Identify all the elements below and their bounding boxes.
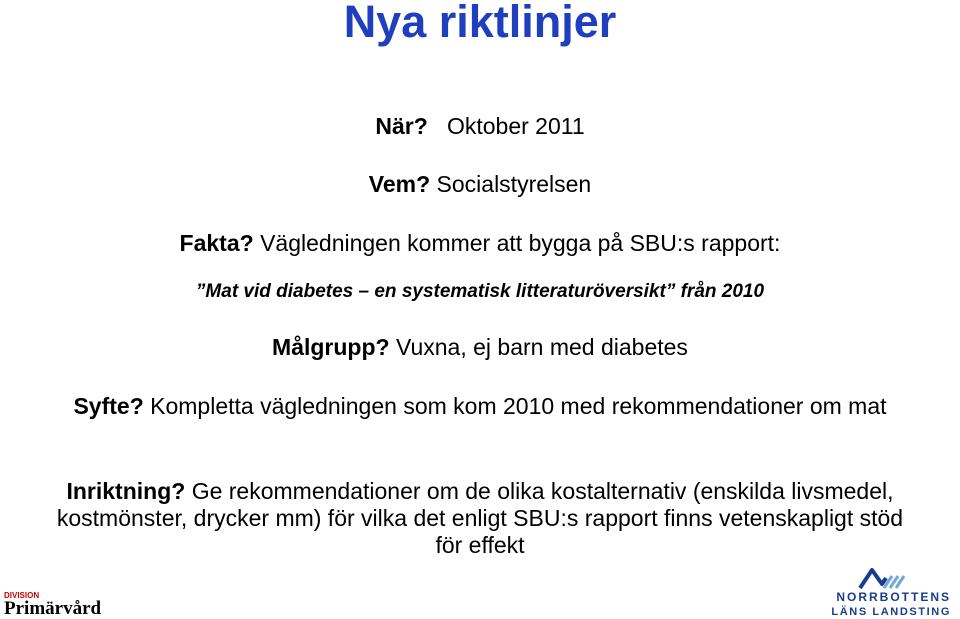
norrbotten-logo-icon — [858, 566, 914, 590]
who-value: Socialstyrelsen — [436, 171, 592, 197]
report-title: ”Mat vid diabetes – en systematisk litteraturöversikt” från 2010 — [195, 281, 765, 302]
focus-paragraph — [50, 478, 910, 559]
who-label: Vem? — [368, 171, 431, 197]
focus-label: Inriktning? — [66, 478, 186, 504]
logo-text-line1: NORRBOTTENS — [836, 590, 951, 604]
who-line — [0, 170, 960, 198]
facts-label: Fakta? — [179, 230, 254, 256]
purpose-value: Kompletta vägledningen som kom 2010 med rekommendationer om mat — [150, 393, 887, 419]
target-line — [0, 333, 960, 361]
when-line — [0, 112, 960, 140]
target-label: Målgrupp? — [272, 334, 390, 360]
purpose-label: Syfte? — [73, 393, 144, 419]
purpose-paragraph — [50, 393, 910, 420]
facts-value: Vägledningen kommer att bygga på SBU:s rapport: — [260, 230, 781, 256]
page-title: Nya riktlinjer — [343, 0, 617, 47]
facts-line — [0, 229, 960, 257]
when-value: Oktober 2011 — [446, 113, 585, 139]
target-value: Vuxna, ej barn med diabetes — [395, 334, 688, 360]
logo-text-line2: LÄNS LANDSTING — [831, 606, 951, 618]
focus-value: Ge rekommendationer om de olika kostalternativ (enskilda livsmedel, kostmönster, drycker mm) för vilka det enligt SBU:s rapport finns vetenskapligt stöd för effekt — [56, 478, 904, 558]
primarvard-label: Primärvård — [4, 598, 102, 619]
division-label: DIVISION — [4, 591, 40, 600]
when-label: När? — [375, 113, 428, 139]
